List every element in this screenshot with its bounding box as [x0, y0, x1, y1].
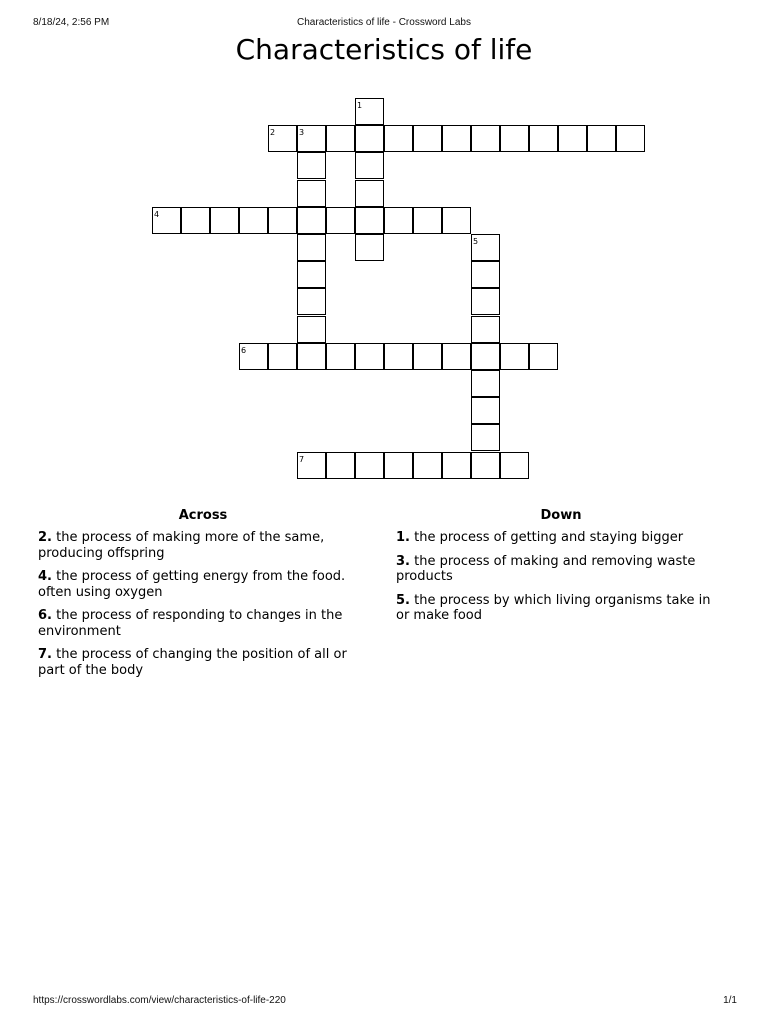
grid-cell [471, 261, 500, 288]
grid-cell [500, 452, 529, 479]
clue-text: the process by which living organisms take in or make food [396, 592, 711, 623]
grid-cell [500, 343, 529, 370]
grid-cell [268, 125, 297, 152]
grid-cell [355, 452, 384, 479]
grid-cell [326, 207, 355, 234]
cell-number: 7 [299, 455, 305, 464]
grid-cell [471, 288, 500, 315]
grid-cell [181, 207, 210, 234]
grid-cell [384, 125, 413, 152]
grid-cell [471, 397, 500, 424]
grid-cell [297, 234, 326, 261]
across-heading: Across [178, 508, 228, 523]
grid-cell [326, 125, 355, 152]
grid-cell [471, 424, 500, 451]
grid-cell [471, 125, 500, 152]
grid-cell [384, 207, 413, 234]
clue-text: the process of changing the position of all or part of the body [38, 647, 347, 678]
down-clues [396, 508, 726, 632]
grid-cell [471, 234, 500, 261]
clue-across-7 [38, 647, 368, 678]
clue-number: 4. [38, 569, 52, 584]
grid-cell [413, 343, 442, 370]
grid-cell [471, 370, 500, 397]
grid-cell [442, 207, 471, 234]
grid-cell [355, 234, 384, 261]
clue-number: 3. [396, 553, 410, 569]
clue-number: 5. [396, 592, 410, 608]
crossword-grid [0, 0, 768, 500]
grid-cell [558, 125, 587, 152]
clue-text: the process of making more of the same, producing offspring [38, 530, 325, 561]
grid-cell [355, 125, 384, 152]
print-url: https://crosswordlabs.com/view/characteristics-of-life-220 [33, 995, 286, 1006]
grid-cell [529, 343, 558, 370]
grid-cell [616, 125, 645, 152]
clue-text: the process of getting and staying bigger [409, 530, 684, 545]
grid-cell [239, 207, 268, 234]
across-clues [38, 508, 368, 686]
grid-cell [442, 125, 471, 152]
grid-cell [297, 288, 326, 315]
print-page-number: 1/1 [723, 995, 737, 1006]
clue-number: 1. [396, 530, 410, 545]
grid-cell [471, 452, 500, 479]
grid-cell [326, 452, 355, 479]
grid-cell [355, 152, 384, 179]
grid-cell [297, 207, 326, 234]
print-datetime: 8/18/24, 2:56 PM [33, 17, 110, 28]
cell-number: 3 [299, 128, 305, 137]
grid-cell [355, 343, 384, 370]
grid-cell [297, 316, 326, 343]
grid-cell [297, 261, 326, 288]
clue-across-4 [38, 569, 368, 600]
grid-cell [297, 180, 326, 207]
grid-cell [587, 125, 616, 152]
clue-number: 2. [38, 530, 52, 545]
grid-cell [268, 343, 297, 370]
clue-number: 7. [38, 647, 52, 662]
cell-number: 4 [154, 210, 160, 219]
grid-cell [413, 207, 442, 234]
grid-cell [297, 125, 326, 152]
clue-text: the process of making and removing waste products [396, 553, 696, 584]
puzzle-title: Characteristics of life [235, 33, 533, 66]
grid-cell [471, 343, 500, 370]
grid-cell [384, 452, 413, 479]
cell-number: 5 [473, 237, 479, 246]
grid-cell [297, 343, 326, 370]
clue-number: 6. [38, 608, 52, 623]
clue-down-1 [396, 530, 726, 546]
clue-across-6 [38, 608, 368, 639]
clue-text: the process of getting energy from the food. often using oxygen [38, 569, 346, 600]
grid-cell [500, 125, 529, 152]
grid-cell [297, 452, 326, 479]
down-heading: Down [540, 508, 582, 523]
grid-cell [413, 125, 442, 152]
grid-cell [297, 152, 326, 179]
grid-cell [413, 452, 442, 479]
grid-cell [210, 207, 239, 234]
cell-number: 1 [357, 101, 363, 110]
cell-number: 2 [270, 128, 276, 137]
clue-across-2 [38, 530, 368, 561]
clue-down-3 [396, 554, 726, 585]
grid-cell [268, 207, 297, 234]
clue-text: the process of responding to changes in the environment [38, 608, 343, 639]
cell-number: 6 [241, 346, 247, 355]
print-page-title: Characteristics of life - Crossword Labs [297, 17, 471, 28]
grid-cell [442, 452, 471, 479]
grid-cell [384, 343, 413, 370]
clue-down-5 [396, 593, 726, 624]
grid-cell [152, 207, 181, 234]
grid-cell [326, 343, 355, 370]
grid-cell [355, 207, 384, 234]
grid-cell [529, 125, 558, 152]
grid-cell [355, 98, 384, 125]
grid-cell [471, 316, 500, 343]
grid-cell [239, 343, 268, 370]
grid-cell [355, 180, 384, 207]
grid-cell [442, 343, 471, 370]
